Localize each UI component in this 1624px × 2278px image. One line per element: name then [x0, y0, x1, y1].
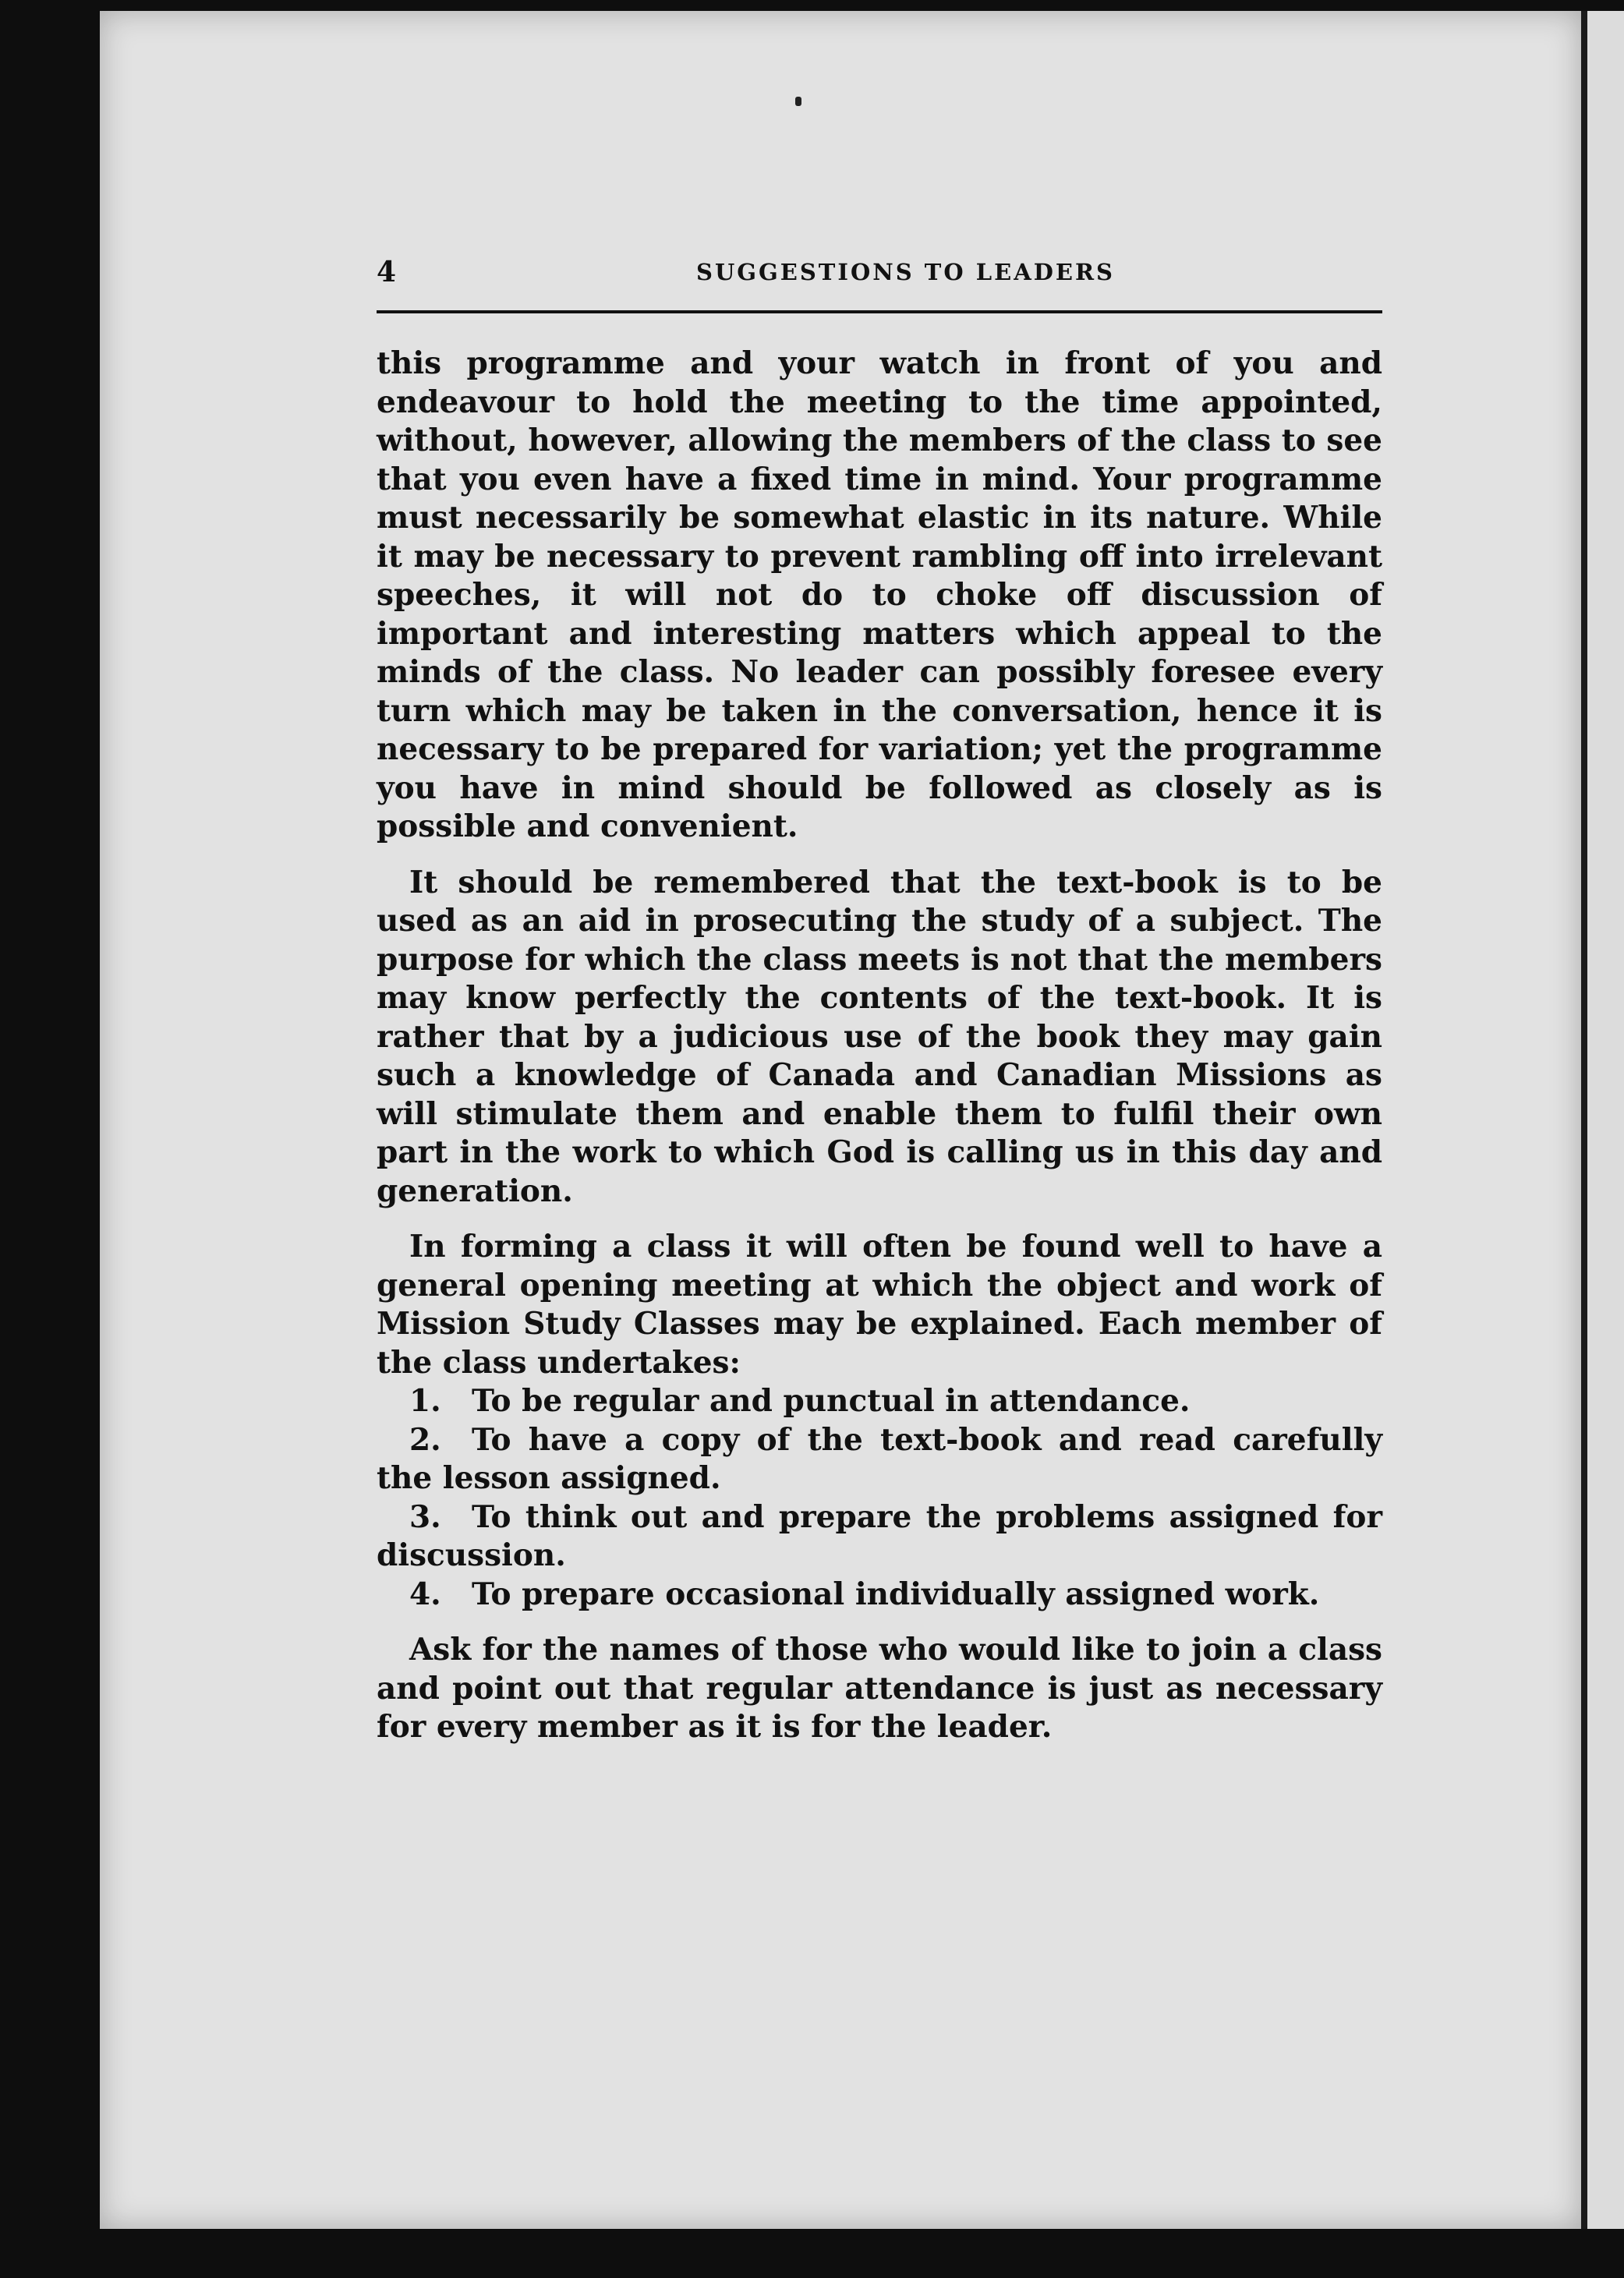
list-item-text: To be regular and punctual in attendance.	[472, 1383, 1191, 1419]
list-item-text: To think out and prepare the problems assigned for discussion.	[377, 1498, 1382, 1573]
paragraph-4: Ask for the names of those who would like to join a class and point out that regular attendance is just as necessary for every member as it is for the leader.	[377, 1632, 1382, 1745]
header-rule	[377, 310, 1382, 313]
running-head: SUGGESTIONS TO LEADERS	[696, 259, 1115, 285]
paragraph-3: In forming a class it will often be found well to have a general opening meeting at which the object and work of Mission Study Classes may be explained. Each member of the class undertakes:	[377, 1229, 1382, 1381]
adjacent-page-strip	[1587, 11, 1624, 2229]
page-body	[377, 345, 1382, 1747]
list-item-number: 2.	[409, 1421, 441, 1458]
list-item-1	[377, 1382, 1382, 1421]
list-item-number: 1.	[409, 1383, 441, 1419]
printer-mark	[795, 97, 801, 106]
list-item-3	[377, 1498, 1382, 1576]
page-header	[377, 249, 1382, 296]
page-number: 4	[377, 256, 397, 288]
list-item-number: 4.	[409, 1576, 441, 1612]
list-item-4	[377, 1576, 1382, 1615]
list-item-text: To prepare occasional individually assigned work.	[472, 1576, 1320, 1612]
list-item-2	[377, 1421, 1382, 1498]
paragraph-1: this programme and your watch in front of you and endeavour to hold the meeting to the time appointed, without, however, allowing the members of the class to see that you even have a fixed time in mind. Your programme must necessarily be somewhat elastic in its nature. While it may be necessary to prevent rambling off into irrelevant speeches, it will not do to choke off discussion of important and interesting matters which appeal to the minds of the class. No leader can possibly foresee every turn which may be taken in the conversation, hence it is necessary to be prepared for variation; yet the programme you have in mind should be followed as closely as is possible and convenient.	[377, 345, 1382, 844]
page-edge	[1581, 11, 1587, 2229]
list-item-number: 3.	[409, 1498, 441, 1535]
list-item-text: To have a copy of the text-book and read carefully the lesson assigned.	[377, 1421, 1382, 1496]
paragraph-2: It should be remembered that the text-book is to be used as an aid in prosecuting the study of a subject. The purpose for which the class meets is not that the members may know perfectly the contents of the text-book. It is rather that by a judicious use of the book they may gain such a knowledge of Canada and Canadian Missions as will stimulate them and enable them to fulfil their own part in the work to which God is calling us in this day and generation.	[377, 864, 1382, 1209]
